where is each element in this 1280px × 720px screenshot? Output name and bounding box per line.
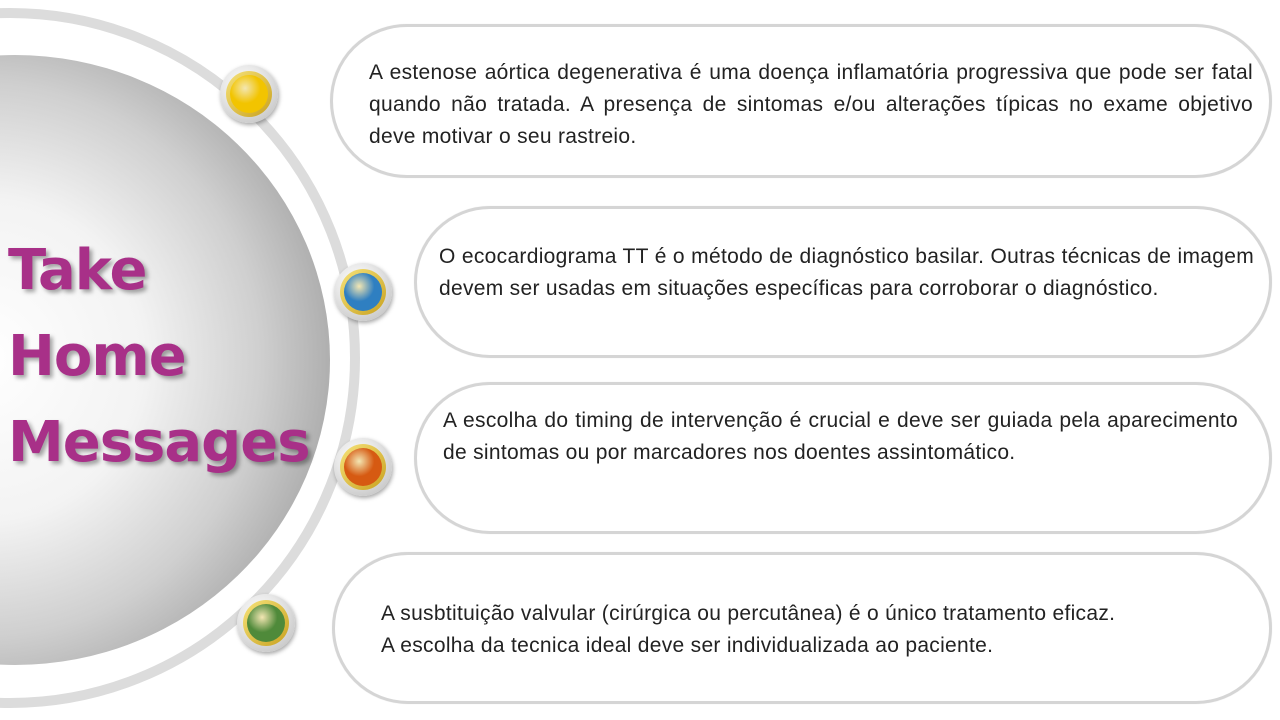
dot-core-2 xyxy=(344,273,382,311)
dot-core-3 xyxy=(344,448,382,486)
message-text-2: O ecocardiograma TT é o método de diagnóstico basilar. Outras técnicas de imagem devem ser usadas em situações específicas para corroborar o diagnóstico. xyxy=(439,245,1254,300)
dot-core-4 xyxy=(247,604,285,642)
bullet-dot-yellow-icon xyxy=(220,65,278,123)
dot-core-1 xyxy=(230,75,268,113)
title-line-3: Messages xyxy=(8,410,310,475)
message-text-1: A estenose aórtica degenerativa é uma doença inflamatória progressiva que pode ser fatal quando não tratada. A presença de sintomas e/ou alterações típicas no exame objetivo deve motivar o seu rastreio. xyxy=(369,61,1253,148)
message-box-1 xyxy=(330,24,1272,178)
bullet-dot-orange-icon xyxy=(334,438,392,496)
message-text-3: A escolha do timing de intervenção é crucial e deve ser guiada pela aparecimento de sintomas ou por marcadores nos doentes assintomático. xyxy=(443,409,1238,464)
message-box-3 xyxy=(414,382,1272,534)
bullet-dot-green-icon xyxy=(237,594,295,652)
title-line-1: Take xyxy=(8,238,147,303)
bullet-dot-blue-icon xyxy=(334,263,392,321)
slide-title xyxy=(8,228,310,486)
message-box-4 xyxy=(332,552,1272,704)
message-box-2 xyxy=(414,206,1272,358)
title-line-2: Home xyxy=(8,324,186,389)
message-text-4-line-2: A escolha da tecnica ideal deve ser individualizada ao paciente. xyxy=(381,634,994,657)
message-text-4-line-1: A susbtituição valvular (cirúrgica ou percutânea) é o único tratamento eficaz. xyxy=(381,602,1116,625)
